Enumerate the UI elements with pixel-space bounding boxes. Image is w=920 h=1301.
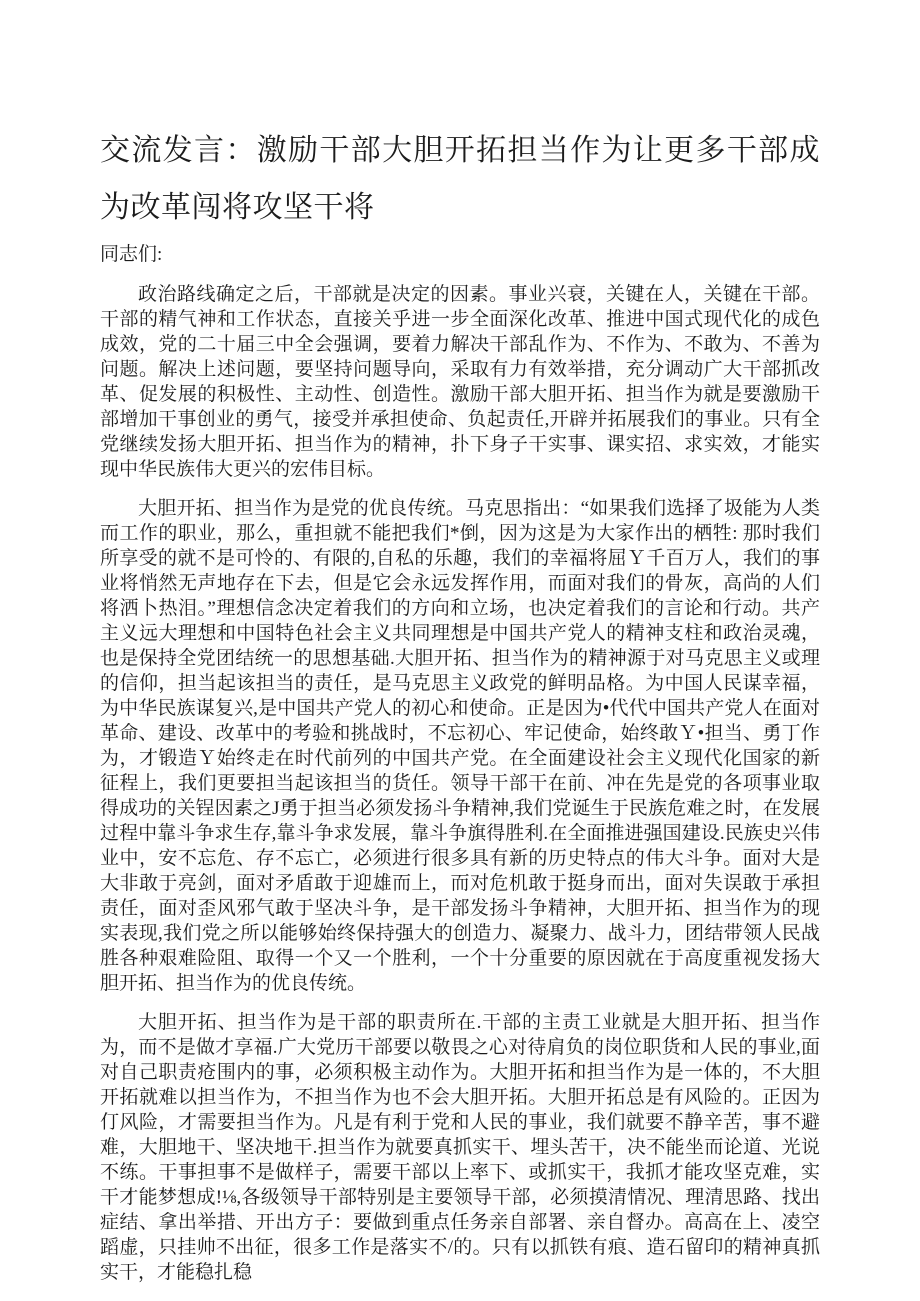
- salutation: 同志们:: [100, 244, 163, 265]
- document-title: 交流发言：激励干部大胆开拓担当作为让更多干部成为改革闯将攻坚干将: [100, 134, 820, 224]
- paragraph-1: 政治路线确定之后，干部就是决定的因素。事业兴衰，关键在人，关键在干部。干部的精气神和工作状态，直接关乎进一步全面深化改革、推进中国式现代化的成色成效，党的二十届三中全会强调，要着力解决干部乱作为、不作为、不敢为、不善为问题。解决上述问题，要坚持问题导向，采取有力有效举措，充分调动广大干部抓改革、促发展的积极性、主动性、创造性。激励干部大胆开拓、担当作为就是要激励干部增加干事创业的勇气，接受并承担使命、负起责任,开辟并拓展我们的事业。只有全党继续发扬大胆开拓、担当作为的精神，扑下身子干实事、课实招、求实效，才能实现中华民族伟大更兴的宏伟目标。: [100, 284, 820, 480]
- paragraph-2: 大胆开拓、担当作为是党的优良传统。马克思指出：“如果我们选择了圾能为人类而工作的职业，那么，重担就不能把我们*倒，因为这是为大家作出的栖牲: 那时我们所享受的就不是可怜的、有限的,自私的乐趣，我们的幸福将屈Ｙ千百万人，我们的事业将悄然无声地存在下去，但是它会永远发挥作用，而面对我们的骨灰，高尚的人们将洒卜热泪。”理想信念决定着我们的方向和立场，也决定着我们的言论和行动。共产主义远大理想和中国特色社会主义共同理想是中国共产党人的精神支柱和政治灵魂，也是保持全党团结统一的思想基础.大胆开拓、担当作为的精神源于对马克思主义或理的信仰，担当起该担当的责任，是马克思主义政党的鲜明品格。为中国人民谋幸福，为中华民族谋复兴,是中国共产党人的初心和使命。正是因为•代代中国共产党人在面对革命、建设、改革中的考验和挑战时，不忘初心、牢记使命，始终敢Ｙ•担当、勇丁作为，才锻造Ｙ始终走在时代前列的中国共产党。在全面建设社会主义现代化国家的新征程上，我们更要担当起该担当的货任。领导干部干在前、冲在先是党的各项事业取得成功的关锃因素之J勇于担当必须发扬斗争精神,我们党诞生于民族危难之时，在发展过程中靠斗争求生存,靠斗争求发展，靠斗争旗得胜利.在全面推进强国建设.民族史兴伟业中，安不忘危、存不忘亡，必须进行很多具有新的历史特点的伟大斗争。面对大是大非敢于亮剑，面对矛盾敢于迎雄而上，而对危机敢于挺身而出，面对失误敢于承担责任，面对歪风邪气敢于坚决斗争，是干部发扬斗争精神，大胆开拓、担当作为的现实表现,我们党之所以能够始终保持强大的创造力、凝聚力、战斗力，团结带领人民战胜各种艰难险阻、取得一个又一个胜利，一个十分重要的原因就在于高度重视发扬大胆开拓、担当作为的优良传统。: [100, 498, 820, 994]
- paragraph-3: 大胆开拓、担当作为是干部的职责所在.干部的主责工业就是大胆开拓、担当作为，而不是做才享福.广大党历干部要以敬畏之心对待肩负的岗位职货和人民的事业,面对自己职责疮围内的事，必须积极主动作为。大胆开拓和担当作为是一体的，不大胆开拓就难以担当作为，不担当作为也不会大胆开拓。大胆开拓总是有风险的。正因为仃风险，才需要担当作为。凡是有利于党和人民的事业，我们就要不静辛苦，事不避难，大胆地干、坚决地干.担当作为就要真抓实干、埋头苦干，决不能坐而论道、光说不练。干事担事不是做样子，需要干部以上率下、或抓实干，我抓才能攻坚克难，实干才能梦想成!⅛,各级领导干部特别是主要领导干部，必须摸清情况、理清思路、找出症结、拿出举措、开出方子：要做到重点任务亲自部署、亲自督办。高高在上、凌空蹈虚，只挂帅不出征，很多工作是落实不/的。只有以抓铁有痕、造石留印的精神真抓实干，才能稳扎稳: [100, 1012, 820, 1283]
